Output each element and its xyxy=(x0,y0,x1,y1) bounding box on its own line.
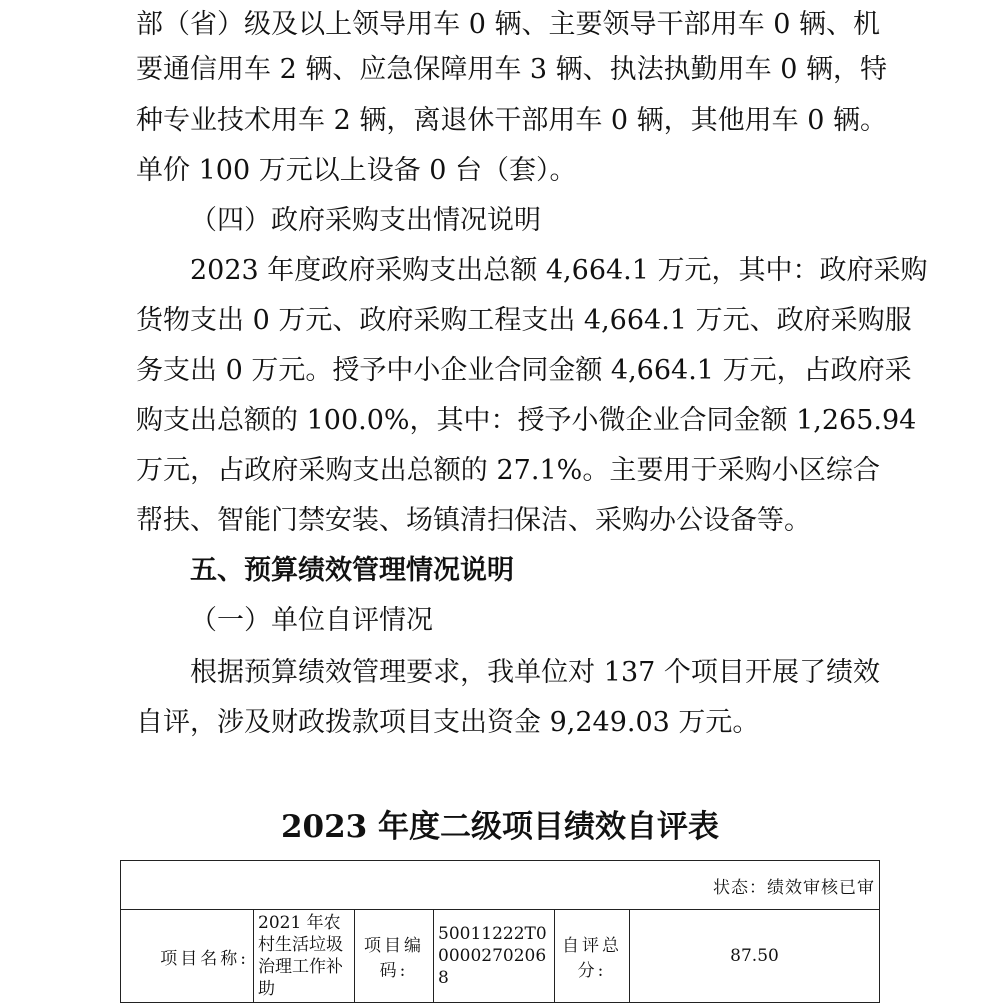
project-code-label: 项目编码: xyxy=(355,910,434,1003)
section-heading-performance: 五、预算绩效管理情况说明 xyxy=(190,555,514,586)
table-title: 2023 年度二级项目绩效自评表 xyxy=(280,809,720,845)
paragraph-line: 务支出 0 万元。授予中小企业合同金额 4,664.1 万元，占政府采 xyxy=(136,355,912,386)
paragraph-line: 自评，涉及财政拨款项目支出资金 9,249.03 万元。 xyxy=(136,707,760,738)
score-label: 自评总分: xyxy=(555,910,630,1003)
table-row xyxy=(121,910,880,1003)
project-code-value: 500112​22T000002702068 xyxy=(434,910,555,1003)
status-text: 状态：绩效审核已审 xyxy=(121,861,880,910)
paragraph-line: 部（省）级及以上领导用车 0 辆、主要领导干部用车 0 辆、机 xyxy=(136,9,880,40)
paragraph-line: 帮扶、智能门禁安装、场镇清扫保洁、采购办公设备等。 xyxy=(136,505,811,536)
paragraph-line: 2023 年度政府采购支出总额 4,664.1 万元，其中：政府采购 xyxy=(190,255,928,286)
subheading-self-evaluation: （一）单位自评情况 xyxy=(190,605,433,636)
paragraph-line: 购支出总额的 100.0%，其中：授予小微企业合同金额 1,265.94 xyxy=(136,405,917,436)
paragraph-line: 货物支出 0 万元、政府采购工程支出 4,664.1 万元、政府采购服 xyxy=(136,305,912,336)
paragraph-line: 单价 100 万元以上设备 0 台（套）。 xyxy=(136,155,577,186)
table-row xyxy=(121,861,880,910)
project-name-label: 项目名称: xyxy=(121,910,254,1003)
paragraph-line: 根据预算绩效管理要求，我单位对 137 个项目开展了绩效 xyxy=(190,657,880,688)
paragraph-line: 种专业技术用车 2 辆，离退休干部用车 0 辆，其他用车 0 辆。 xyxy=(136,105,888,136)
paragraph-line: 万元，占政府采购支出总额的 27.1%。主要用于采购小区综合 xyxy=(136,455,880,486)
project-name-value: 2021 年农村生活垃圾治理工作补助 xyxy=(254,910,355,1003)
evaluation-table xyxy=(120,860,880,1003)
paragraph-line: 要通信用车 2 辆、应急保障用车 3 辆、执法执勤用车 0 辆，特 xyxy=(136,54,888,85)
score-value: 87.50 xyxy=(630,910,880,1003)
section-heading-procurement: （四）政府采购支出情况说明 xyxy=(190,205,541,236)
